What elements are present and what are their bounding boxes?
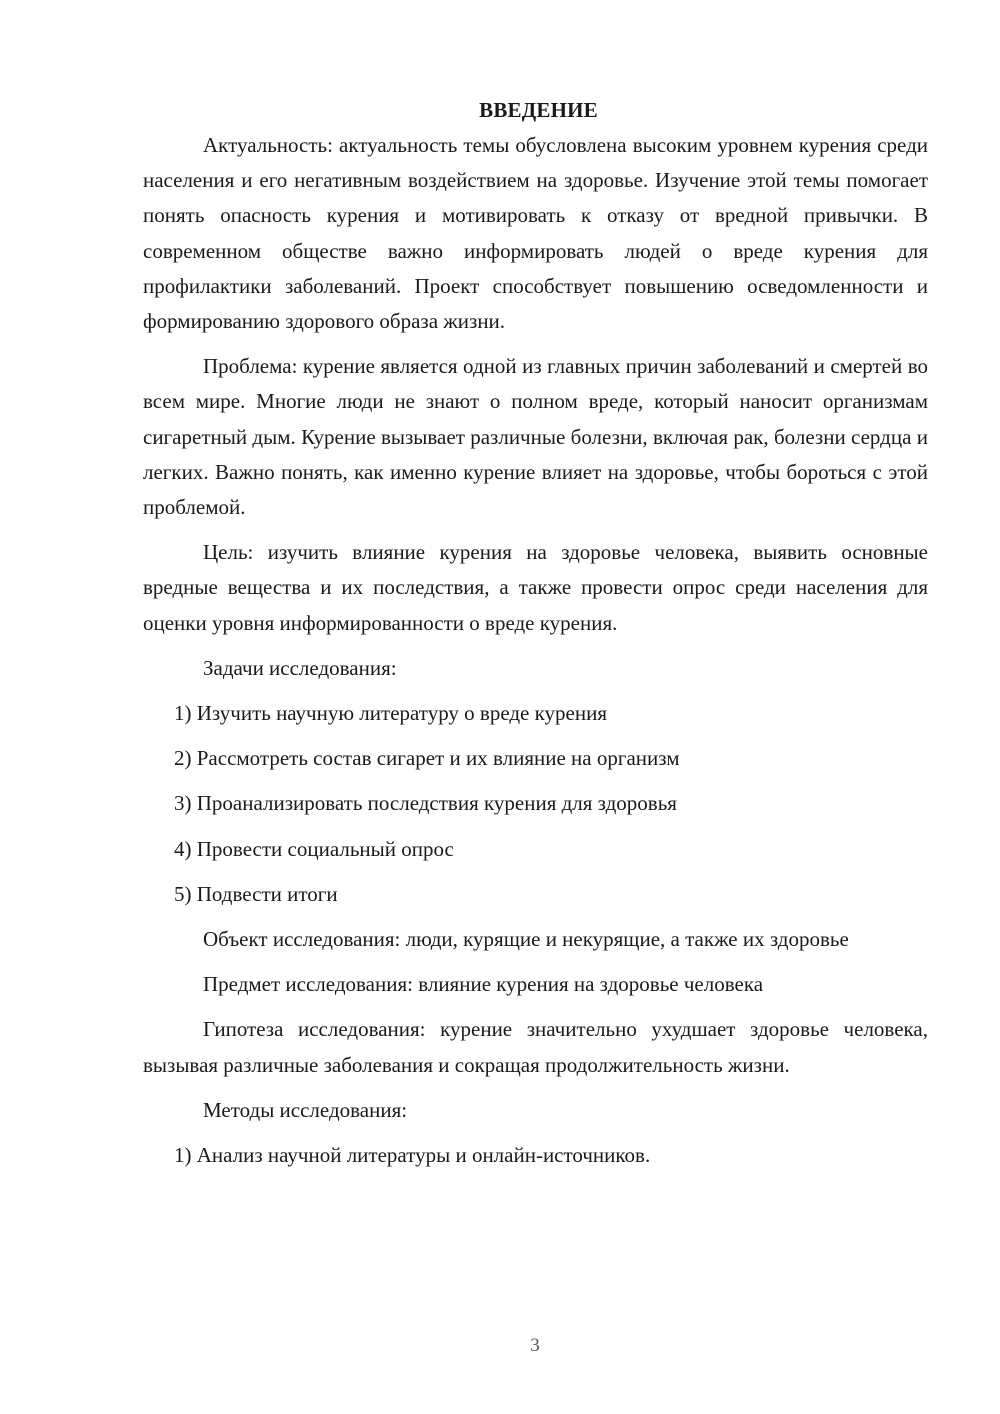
task-item-5: 5) Подвести итоги xyxy=(174,881,338,906)
document-page xyxy=(143,92,928,1183)
paragraph-hypothesis: Гипотеза исследования: курение значительно ухудшает здоровье человека, вызывая различные заболевания и сокращая продолжительность жизни. xyxy=(143,1017,928,1077)
paragraph-subject: Предмет исследования: влияние курения на здоровье человека xyxy=(203,972,764,997)
paragraph-problem: Проблема: курение является одной из главных причин заболеваний и смертей во всем мире. Многие люди не знают о полном вреде, который наносит организмам сигаретный дым. Курение вызывает различные болезни, включая рак, болезни сердца и легких. Важно понять, как именно курение влияет на здоровье, чтобы бороться с этой проблемой. xyxy=(143,354,928,520)
task-item-1: 1) Изучить научную литературу о вреде курения xyxy=(174,701,607,726)
task-item-3: 3) Проанализировать последствия курения для здоровья xyxy=(174,791,677,816)
page-number: 3 xyxy=(530,1335,540,1356)
methods-label: Методы исследования: xyxy=(203,1097,408,1122)
paragraph-goal: Цель: изучить влияние курения на здоровье человека, выявить основные вредные вещества и их последствия, а также провести опрос среди населения для оценки уровня информированности о вреде курения. xyxy=(143,540,928,635)
paragraph-relevance: Актуальность: актуальность темы обусловлена высоким уровнем курения среди населения и его негативным воздействием на здоровье. Изучение этой темы помогает понять опасность курения и мотивировать к отказу от вредной привычки. В современном обществе важно информировать людей о вреде курения для профилактики заболеваний. Проект способствует повышению осведомленности и формированию здорового образа жизни. xyxy=(143,133,928,334)
task-item-4: 4) Провести социальный опрос xyxy=(174,836,454,861)
paragraph-object: Объект исследования: люди, курящие и некурящие, а также их здоровье xyxy=(203,927,849,952)
method-item-1: 1) Анализ научной литературы и онлайн-источников. xyxy=(174,1143,651,1168)
document-title: ВВЕДЕНИЕ xyxy=(479,98,598,122)
tasks-label: Задачи исследования: xyxy=(203,655,397,680)
task-item-2: 2) Рассмотреть состав сигарет и их влияние на организм xyxy=(174,746,680,771)
